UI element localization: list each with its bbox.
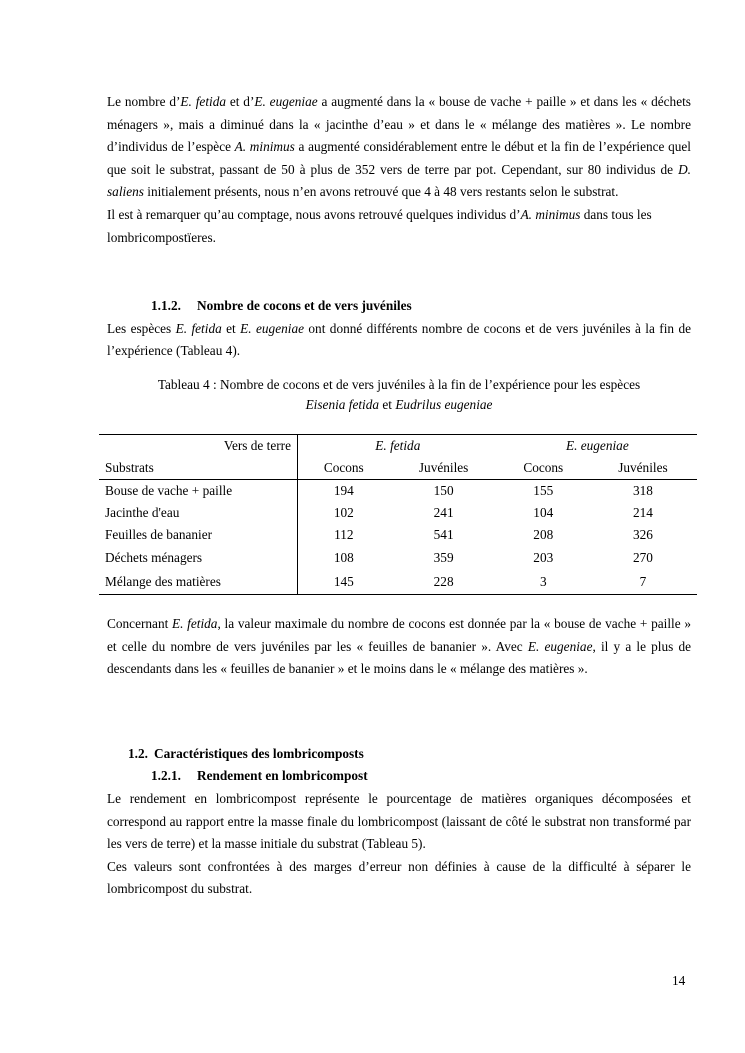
header-e-fetida: E. fetida [375, 438, 421, 453]
paragraph-yield-errors: Ces valeurs sont confrontées à des marges d’erreur non définies à cause de la difficulté à séparer le lombricompost du substrat. [107, 858, 691, 897]
cell-value: 241 [433, 505, 454, 520]
table-row [99, 502, 697, 524]
cell-value: 104 [533, 505, 554, 520]
cell-value: 7 [639, 573, 647, 589]
page-number: 14 [672, 973, 686, 988]
cell-substrat: Mélange des matières [99, 570, 298, 594]
header-juveniles: Juvéniles [618, 460, 668, 475]
header-vers-de-terre: Vers de terre [99, 435, 298, 458]
heading-1-1-2: 1.1.2. Nombre de cocons et de vers juvéniles [151, 298, 412, 314]
header-substrats: Substrats [99, 457, 298, 480]
cell-value: 208 [533, 527, 554, 542]
page-body-lower [107, 613, 691, 901]
heading-1-2-1: 1.2.1. Rendement en lombricompost [151, 768, 368, 784]
cell-value: 326 [632, 527, 653, 542]
cell-value: 102 [333, 505, 354, 520]
cell-substrat: Feuilles de bananier [99, 524, 298, 546]
header-e-eugeniae: E. eugeniae [565, 438, 629, 453]
header-juveniles: Juvéniles [418, 460, 469, 475]
cell-value: 228 [433, 573, 454, 589]
cell-value: 214 [632, 505, 653, 520]
cell-value: 194 [333, 483, 354, 498]
cell-value: 108 [333, 550, 354, 565]
cell-value: 203 [533, 550, 554, 565]
cell-value: 145 [333, 573, 354, 589]
cell-substrat: Déchets ménagers [99, 546, 298, 570]
cell-value: 318 [632, 483, 653, 498]
cell-value: 150 [433, 483, 454, 498]
table-row [99, 546, 697, 570]
cell-value: 3 [539, 573, 547, 589]
header-cocons: Cocons [323, 460, 364, 475]
cell-substrat: Jacinthe d'eau [99, 502, 298, 524]
table-row [99, 524, 697, 546]
cell-value: 270 [632, 550, 653, 565]
table-row [99, 480, 697, 503]
cell-value: 359 [433, 550, 454, 565]
paragraph-yield-definition: Le rendement en lombricompost représente le pourcentage de matières organiques décomposées et correspond au rapport entre la masse finale du lombricompost (laissant de côté le substrat non transformé par les vers de terre) et la masse initiale du substrat (Tableau 5). [107, 790, 691, 852]
cell-value: 541 [433, 527, 454, 542]
page-body [107, 91, 691, 415]
paragraph-cocoons-results: Concernant E. fetida, la valeur maximale du nombre de cocons est donnée par la « bouse de vache + paille » et celle du nombre de vers juvéniles par les « feuilles de bananier ». Avec E. eugeniae, il y a le plus de descendants dans les « feuilles de bananier » et le moins dans le « mélange des matières ». [107, 616, 692, 677]
table-row [99, 570, 697, 594]
heading-1-2: 1.2. Caractéristiques des lombricomposts [128, 745, 364, 761]
paragraph-cocoons-intro: Les espèces E. fetida et E. eugeniae ont donné différents nombre de cocons et de vers juvéniles à la fin de l’expérience (Tableau 4). [107, 320, 692, 359]
paragraph-remark: Il est à remarquer qu’au comptage, nous avons retrouvé quelques individus d’A. minimus dans tous les lombricompostïeres. [107, 206, 652, 245]
table-4 [99, 434, 697, 595]
cell-value: 155 [533, 483, 554, 498]
cell-substrat: Bouse de vache + paille [99, 480, 298, 503]
cell-value: 112 [334, 527, 354, 542]
table-4-caption: Tableau 4 : Nombre de cocons et de vers juvéniles à la fin de l’expérience pour les espèces Eisenia fetida et Eudrilus eugeniae [157, 376, 641, 412]
paragraph-species-counts: Le nombre d’E. fetida et d’E. eugeniae a augmenté dans la « bouse de vache + paille » et dans les « déchets ménagers », mais a diminué dans la « jacinthe d’eau » et dans le « mélange des matières ». Le nombre d’individus de l’espèce A. minimus a augmenté considérablement entre le début et la fin de l’expérience quel que soit le substrat, passant de 50 à plus de 352 vers de terre par pot. Cependant, sur 80 individus de D. saliens initialement présents, nous n’en avons retrouvé que 4 à 48 vers restants selon le substrat. [107, 94, 692, 200]
header-cocons: Cocons [523, 460, 564, 475]
